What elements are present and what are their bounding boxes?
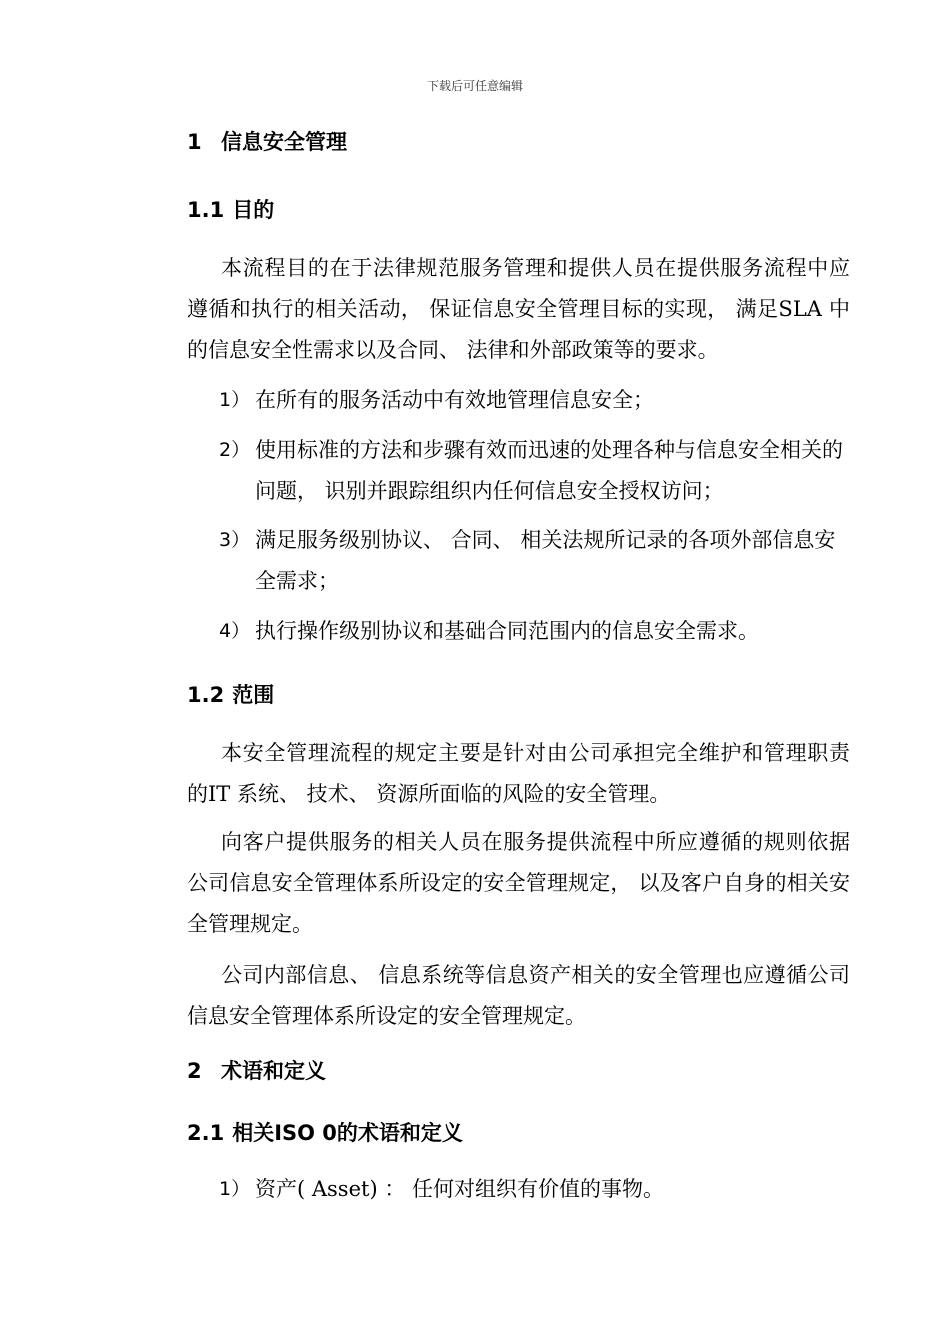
section-number: 1 bbox=[187, 130, 202, 154]
subsection-heading-1-1 bbox=[187, 194, 274, 224]
scope-paragraph: 本安全管理流程的规定主要是针对由公司承担完全维护和管理职责的IT 系统、 技术、 资源所面临的风险的安全管理。 bbox=[187, 741, 850, 806]
list-item-number: 1） bbox=[219, 389, 251, 411]
section-heading-2 bbox=[187, 1055, 326, 1085]
section-number: 2 bbox=[187, 1059, 202, 1083]
list-item bbox=[219, 1169, 850, 1210]
list-item-text: 资产( Asset) ： 任何对组织有价值的事物。 bbox=[255, 1177, 664, 1201]
subsection-title: 目的 bbox=[232, 198, 275, 222]
subsection-number: 2.1 bbox=[187, 1121, 225, 1145]
page-header-note: 下载后可任意编辑 bbox=[426, 79, 523, 93]
subsection-number: 1.1 bbox=[187, 198, 225, 222]
list-item-number: 1） bbox=[219, 1178, 251, 1200]
list-item-number: 4） bbox=[219, 620, 251, 642]
section-heading-1 bbox=[187, 126, 347, 156]
list-item bbox=[219, 611, 850, 652]
subsection-title: 范围 bbox=[232, 683, 275, 707]
purpose-paragraph: 本流程目的在于法律规范服务管理和提供人员在提供服务流程中应遵循和执行的相关活动， 保证信息安全管理目标的实现， 满足SLA 中的信息安全性需求以及合同、 法律和外部政策等的要求。 bbox=[187, 256, 850, 362]
list-item-text: 执行操作级别协议和基础合同范围内的信息安全需求。 bbox=[255, 619, 759, 643]
list-item-text: 使用标准的方法和步骤有效而迅速的处理各种与信息安全相关的问题， 识别并跟踪组织内任何信息安全授权访问； bbox=[255, 438, 843, 503]
section-title: 信息安全管理 bbox=[221, 130, 347, 154]
list-item-number: 3） bbox=[219, 529, 251, 551]
section-title: 术语和定义 bbox=[221, 1059, 326, 1083]
list-item-text: 在所有的服务活动中有效地管理信息安全； bbox=[255, 388, 654, 412]
subsection-title: 相关ISO 0的术语和定义 bbox=[232, 1121, 463, 1145]
subsection-heading-2-1 bbox=[187, 1117, 463, 1147]
list-item bbox=[219, 380, 850, 421]
subsection-heading-1-2 bbox=[187, 679, 274, 709]
scope-paragraph: 公司内部信息、 信息系统等信息资产相关的安全管理也应遵循公司信息安全管理体系所设定的安全管理规定。 bbox=[187, 963, 850, 1028]
list-item bbox=[219, 520, 850, 602]
scope-paragraph: 向客户提供服务的相关人员在服务提供流程中所应遵循的规则依据公司信息安全管理体系所设定的安全管理规定， 以及客户自身的相关安全管理规定。 bbox=[187, 830, 850, 936]
list-item bbox=[219, 430, 850, 512]
list-item-number: 2） bbox=[219, 439, 251, 461]
subsection-number: 1.2 bbox=[187, 683, 225, 707]
list-item-text: 满足服务级别协议、 合同、 相关法规所记录的各项外部信息安全需求； bbox=[255, 528, 836, 593]
